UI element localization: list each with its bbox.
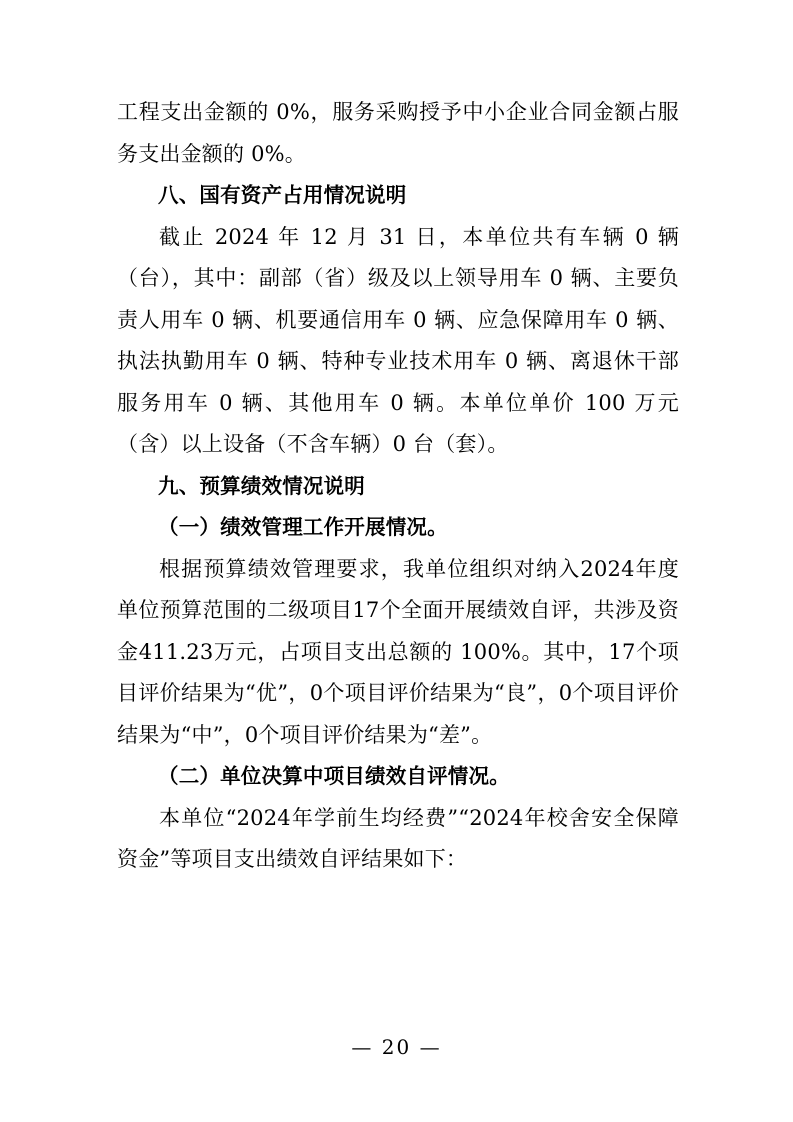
page-number: — 20 — xyxy=(351,1035,442,1059)
paragraph-project-list-intro: 本单位“2024年学前生均经费”“2024年校舍安全保障资金”等项目支出绩效自评结果如下： xyxy=(117,805,679,871)
heading-project-performance-self-evaluation: （二）单位决算中项目绩效自评情况。 xyxy=(158,764,510,788)
paragraph-performance-self-evaluation: 根据预算绩效管理要求，我单位组织对纳入2024年度单位预算范围的二级项目17个全面开展绩效自评，共涉及资金411.23万元，占项目支出总额的 100%。其中，17个项目评价结果为“优”，0个项目评价结果为“良”，0个项目评价结果为“中”，0个项目评价结果为“差”。 xyxy=(117,556,679,747)
paragraph-vehicle-asset-detail: 截止 2024 年 12 月 31 日，本单位共有车辆 0 辆（台），其中：副部（省）级及以上领导用车 0 辆、主要负责人用车 0 辆、机要通信用车 0 辆、应急保障用车 0 辆、执法执勤用车 0 辆、特种专业技术用车 0 辆、离退休干部服务用车 0 辆、其他用车 0 辆。本单位单价 100 万元（含）以上设备（不含车辆）0 台（套）。 xyxy=(117,224,679,456)
paragraph-construction-sme-ratio: 工程支出金额的 0%，服务采购授予中小企业合同金额占服务支出金额的 0%。 xyxy=(117,100,679,166)
heading-budget-performance: 九、预算绩效情况说明 xyxy=(158,473,365,498)
document-body xyxy=(117,92,679,881)
heading-state-asset-occupation: 八、国有资产占用情况说明 xyxy=(158,183,407,207)
heading-performance-management-work: （一）绩效管理工作开展情况。 xyxy=(158,515,448,539)
